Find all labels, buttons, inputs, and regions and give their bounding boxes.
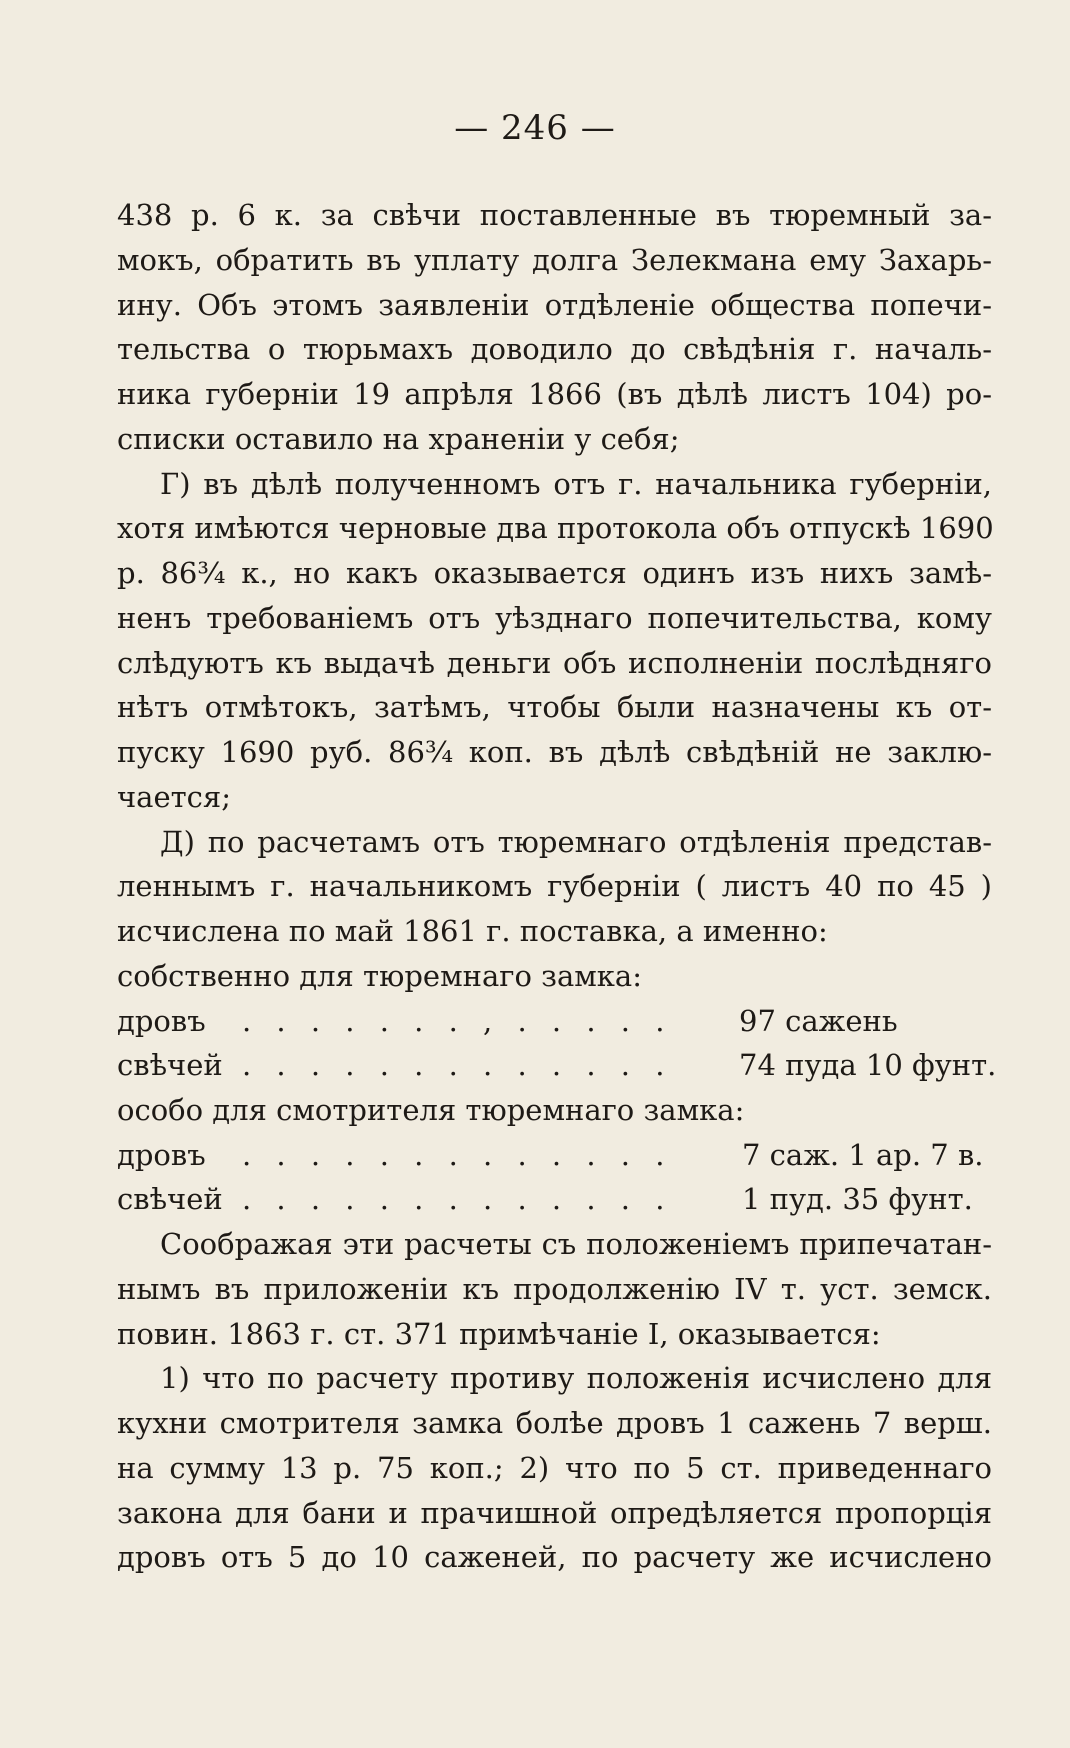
supply-name: свѣчей xyxy=(117,1048,223,1082)
text-line: собственно для тюремнаго замка: xyxy=(117,959,642,993)
supply-value: 1 пуд. 35 фунт. xyxy=(742,1182,973,1216)
text-line: чается; xyxy=(117,780,231,814)
supply-row xyxy=(117,1045,997,1085)
text-line: закона для бани и прачишной опредѣляется пропорція xyxy=(117,1496,992,1530)
text-line: повин. 1863 г. ст. 371 примѣчаніе I, оказывается: xyxy=(117,1317,881,1351)
text-line: 438 р. 6 к. за свѣчи поставленные въ тюремный за- xyxy=(117,198,992,232)
text-line: дровъ отъ 5 до 10 саженей, по расчету же исчислено xyxy=(117,1540,992,1574)
leader-dots: . . . . . . . . . . . . . xyxy=(242,1048,673,1082)
text-line: списки оставило на храненіи у себя; xyxy=(117,422,680,456)
supply-name: свѣчей xyxy=(117,1182,223,1216)
text-line: Д) по расчетамъ отъ тюремнаго отдѣленія представ- xyxy=(160,825,992,859)
text-line: ину. Объ этомъ заявленіи отдѣленіе общества попечи- xyxy=(117,288,992,322)
text-line: Соображая эти расчеты съ положеніемъ припечатан- xyxy=(160,1227,992,1261)
supply-value: 74 пуда 10 фунт. xyxy=(739,1048,997,1082)
supply-value: 97 сажень xyxy=(739,1004,898,1038)
text-line: слѣдуютъ къ выдачѣ деньги объ исполненіи послѣдняго xyxy=(117,646,992,680)
text-line: Г) въ дѣлѣ полученномъ отъ г. начальника губерніи, xyxy=(160,467,992,501)
supply-row xyxy=(117,1001,992,1041)
leader-dots: . . . . . . . . . . . . . xyxy=(242,1182,673,1216)
supply-name: дровъ xyxy=(117,1004,206,1038)
text-line: пуску 1690 руб. 86¾ коп. въ дѣлѣ свѣдѣній не заклю- xyxy=(117,735,992,769)
text-line: ненъ требованіемъ отъ уѣзднаго попечительства, кому xyxy=(117,601,992,635)
subheading: особо для смотрителя тюремнаго замка: xyxy=(117,1093,745,1127)
text-line: исчислена по май 1861 г. поставка, а именно: xyxy=(117,914,828,948)
text-line: мокъ, обратить въ уплату долга Зелекмана ему Захарь- xyxy=(117,243,992,277)
text-line: на сумму 13 р. 75 коп.; 2) что по 5 ст. приведеннаго xyxy=(117,1451,992,1485)
text-line: ника губерніи 19 апрѣля 1866 (въ дѣлѣ листъ 104) ро- xyxy=(117,377,992,411)
leader-dots: . . . . . . . , . . . . . xyxy=(242,1004,673,1038)
supply-row xyxy=(117,1179,992,1219)
text-line: тельства о тюрьмахъ доводило до свѣдѣнія г. началь- xyxy=(117,332,992,366)
text-line: р. 86¾ к., но какъ оказывается одинъ изъ нихъ замѣ- xyxy=(117,556,992,590)
supply-value: 7 саж. 1 ар. 7 в. xyxy=(742,1138,984,1172)
leader-dots: . . . . . . . . . . . . . xyxy=(242,1138,673,1172)
supply-name: дровъ xyxy=(117,1138,206,1172)
text-line: кухни смотрителя замка болѣе дровъ 1 сажень 7 верш. xyxy=(117,1406,992,1440)
supply-row xyxy=(117,1135,992,1175)
text-line: хотя имѣются черновые два протокола объ отпускѣ 1690 xyxy=(117,511,994,545)
text-line: нымъ въ приложеніи къ продолженію IV т. уст. земск. xyxy=(117,1272,992,1306)
page-number: — 246 — xyxy=(454,108,616,148)
text-line: 1) что по расчету противу положенія исчислено для xyxy=(160,1361,992,1395)
text-line: нѣтъ отмѣтокъ, затѣмъ, чтобы были назначены къ от- xyxy=(117,690,992,724)
text-line: леннымъ г. начальникомъ губерніи ( листъ 40 по 45 ) xyxy=(117,869,992,903)
